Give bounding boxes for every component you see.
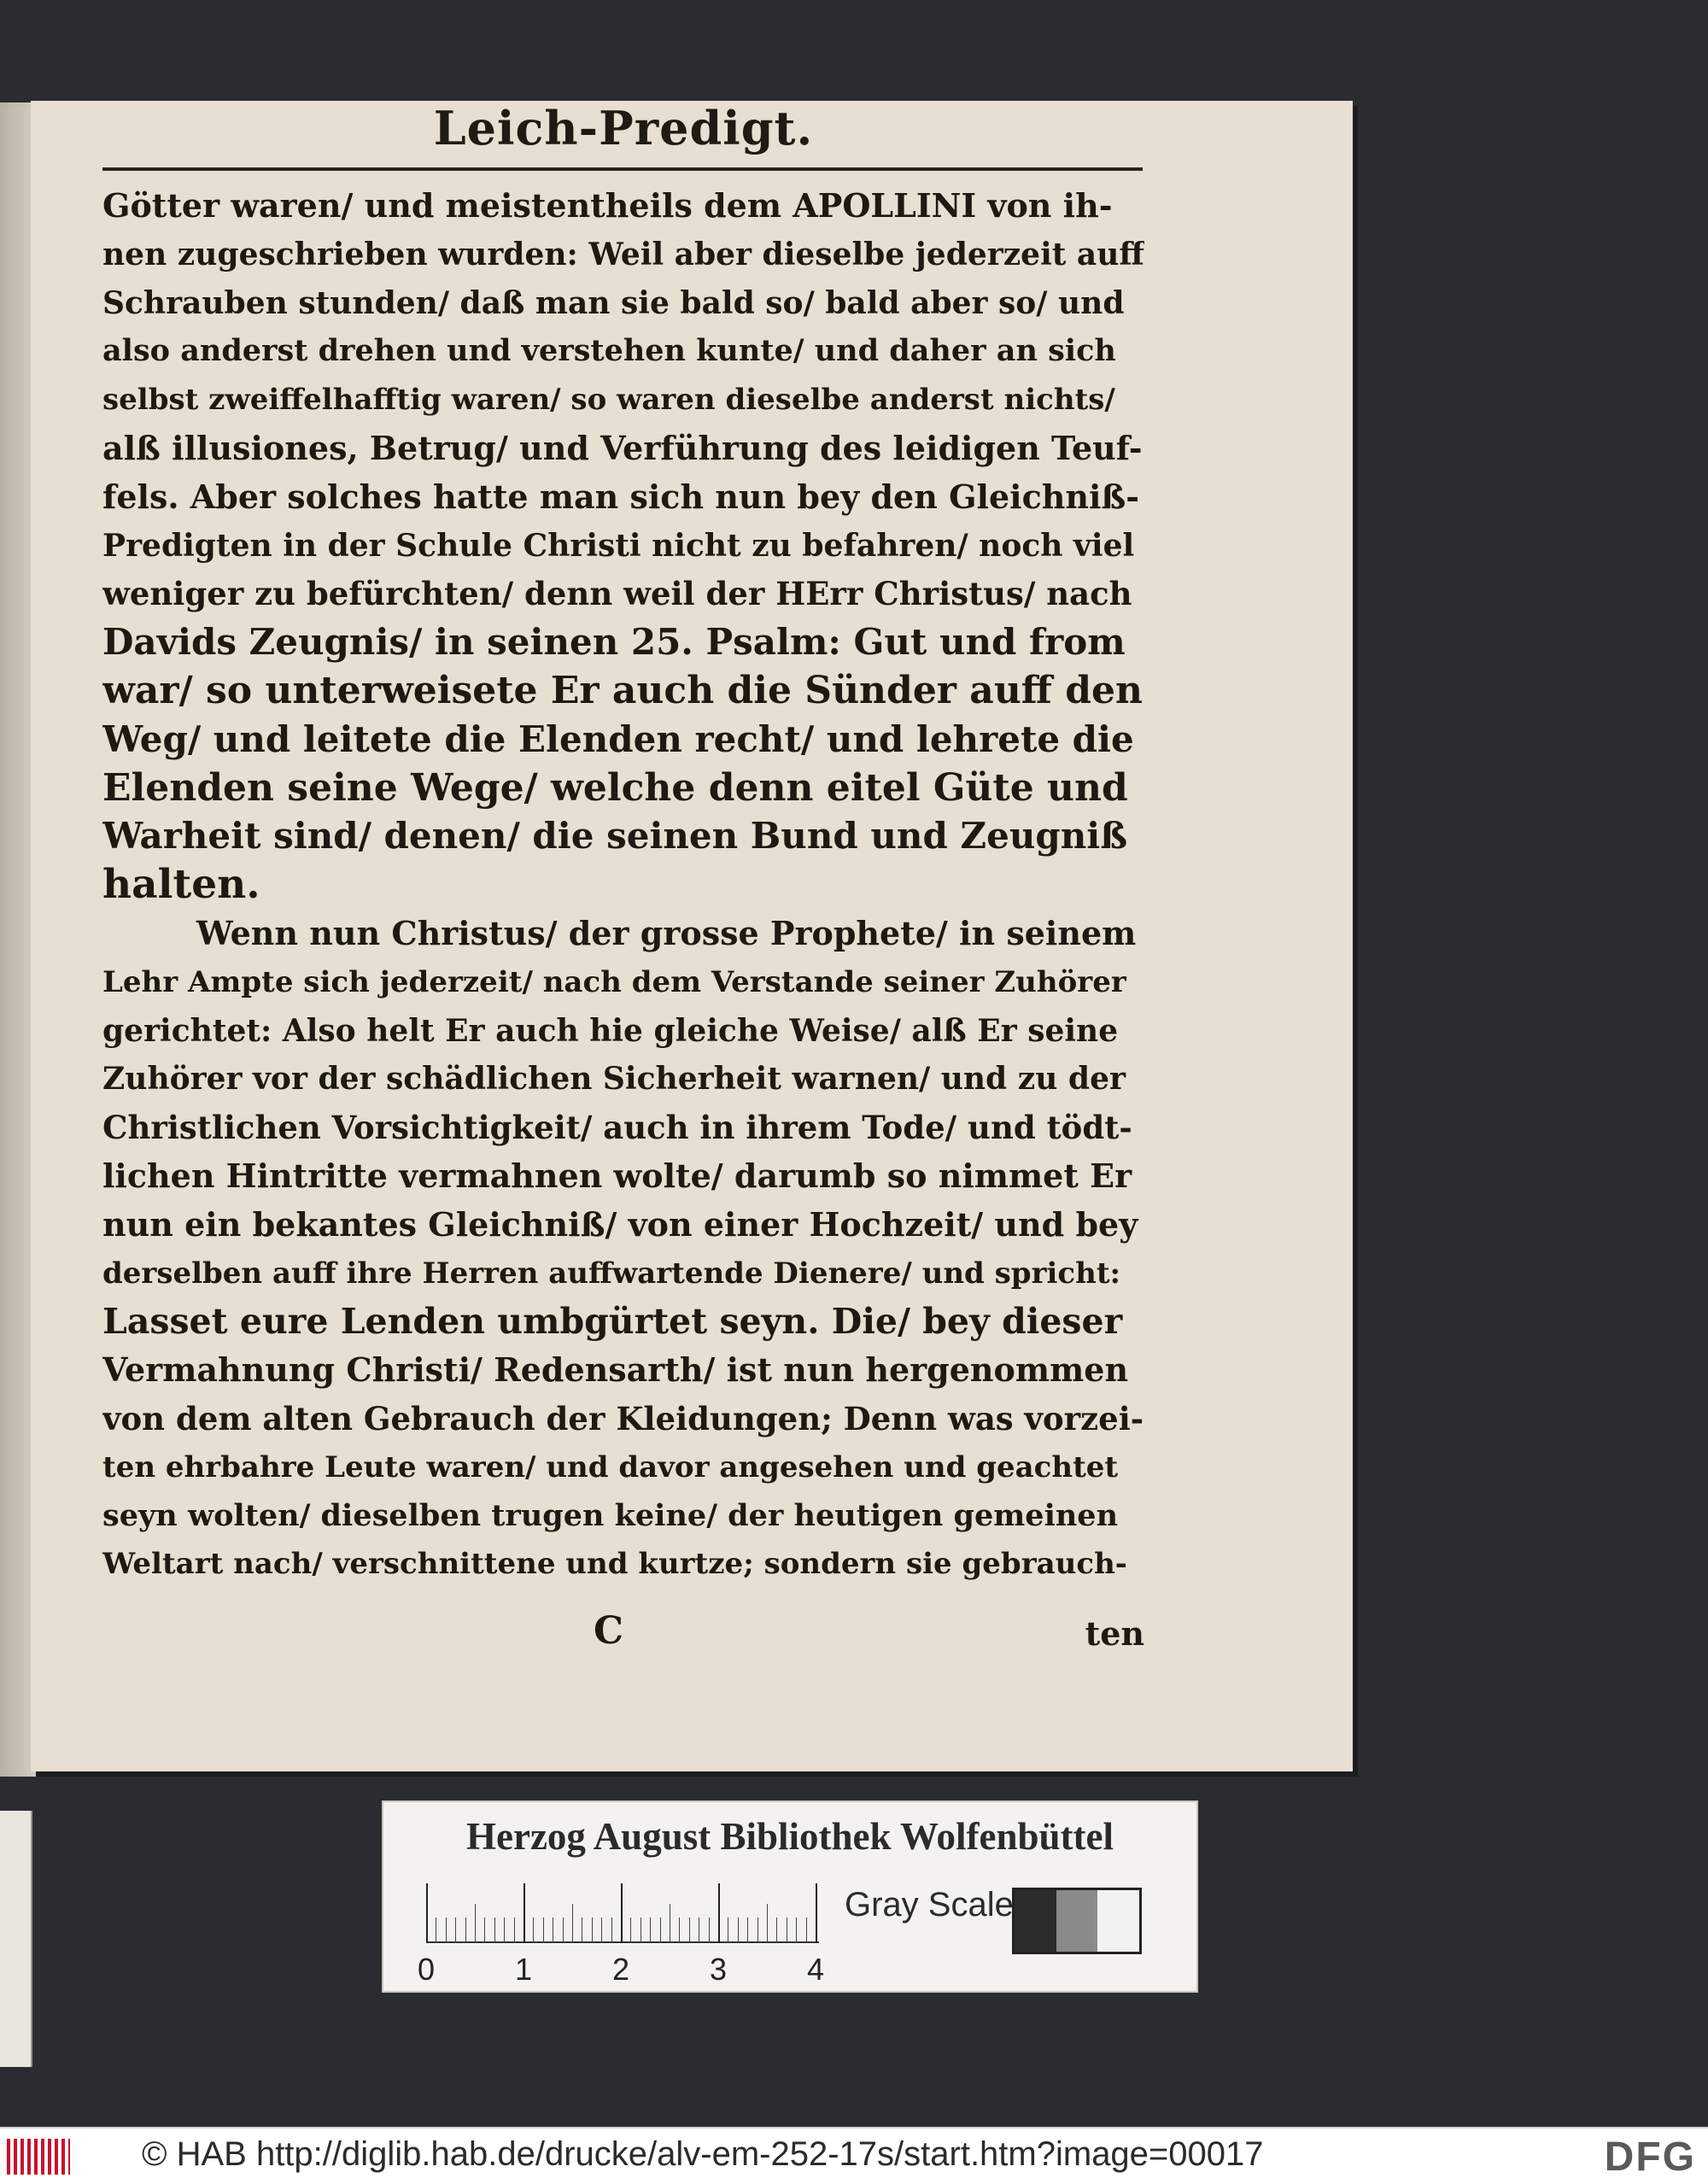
ruler-number: 2 [611,1952,630,1987]
ruler-tick [592,1918,593,1943]
ruler-tick [767,1904,768,1943]
text-line: Warheit sind/ denen/ die seinen Bund und Zeugniß [102,815,1128,858]
text-line: weniger zu befürchten/ denn weil der HErr Christus/ nach [102,575,1132,613]
text-line: also anderst drehen und verstehen kunte/ und daher an sich [102,333,1116,369]
running-head: Leich-Predigt. [433,101,814,155]
text-line: Christlichen Vorsichtigkeit/ auch in ihrem Tode/ und tödt- [102,1109,1132,1147]
text-line: alß illusiones, Betrug/ und Verführung des leidigen Teuf- [102,428,1143,467]
ruler-tick [816,1883,817,1943]
text-line: Weltart nach/ verschnittene und kurtze; sondern sie gebrauch- [102,1547,1127,1582]
ruler-tick [630,1918,631,1943]
ruler-tick [446,1918,447,1943]
ruler-tick [543,1918,544,1943]
text-line: Vermahnung Christi/ Redensarth/ ist nun hergenommen [102,1350,1129,1390]
ruler-tick [806,1918,807,1943]
text-line: nun ein bekantes Gleichniß/ von einer Hochzeit/ und bey [102,1204,1138,1244]
ruler-tick [689,1918,690,1943]
ruler-tick [709,1918,710,1943]
text-line: Davids Zeugnis/ in seinen 25. Psalm: Gut und from [102,621,1126,664]
body-text [102,182,1144,1589]
text-line: nen zugeschrieben wurden: Weil aber dieselbe jederzeit auff [102,236,1144,272]
catchword-row [102,1609,1144,1660]
ruler-tick [738,1918,739,1943]
ruler-number: 0 [417,1952,436,1987]
text-line: Zuhörer vor der schädlichen Sicherheit warnen/ und zu der [102,1061,1126,1098]
text-line: Lehr Ampte sich jederzeit/ nach dem Verstande seiner Zuhörer [102,964,1126,999]
dfg-logo: DFG [1604,2134,1696,2180]
text-line: war/ so unterweisete Er auch die Sünder auff den [102,668,1143,712]
text-line: Weg/ und leitete die Elenden recht/ und lehrete die [102,717,1134,760]
ruler-tick [757,1918,758,1943]
ruler-tick [563,1918,564,1943]
signature-mark: C [594,1609,624,1653]
ruler-tick [776,1918,777,1943]
measurement-ruler [426,1883,819,1943]
text-line: Schrauben stunden/ daß man sie bald so/ bald aber so/ und [102,284,1125,321]
ruler-tick [465,1918,466,1943]
page-text-area [102,101,1144,1771]
gray-patch [1056,1890,1098,1952]
copyright-url[interactable]: © HAB http://diglib.hab.de/drucke/alv-em-252-17s/start.htm?image=00017 [142,2135,1264,2173]
library-name: Herzog August Bibliothek Wolfenbüttel [466,1815,1114,1858]
text-line: seyn wolten/ dieselben trugen keine/ der heutigen gemeinen [102,1497,1119,1533]
text-line: Wenn nun Christus/ der grosse Prophete/ in seinem [196,913,1137,952]
gray-patch [1097,1890,1139,1952]
ruler-tick [475,1904,476,1943]
ruler-tick [455,1918,456,1943]
ruler-tick [426,1883,428,1943]
footer-bar [0,2127,1708,2184]
hab-barcode-icon [7,2139,70,2175]
ruler-tick [679,1918,680,1943]
ruler-tick [796,1918,797,1943]
text-line: Predigten in der Schule Christi nicht zu befahren/ noch viel [102,527,1135,564]
text-line: selbst zweiffelhafftig waren/ so waren dieselbe anderst nichts/ [102,383,1115,418]
ruler-tick [601,1918,602,1943]
text-line: halten. [102,861,260,909]
side-tab [0,1811,32,2067]
text-line: von dem alten Gebrauch der Kleidungen; Denn was vorzei- [102,1399,1144,1437]
ruler-tick [524,1883,525,1943]
ruler-tick [504,1918,505,1943]
ruler-tick [747,1918,748,1943]
text-line: fels. Aber solches hatte man sich nun bey den Gleichniß- [102,477,1140,516]
ruler-tick [484,1918,485,1943]
ruler-tick [718,1883,720,1943]
ruler-tick [494,1918,495,1943]
gray-scale-label: Gray Scale [845,1886,1014,1923]
text-line: lichen Hintritte vermahnen wolte/ darumb so nimmet Er [102,1156,1132,1195]
ruler-tick [514,1918,515,1943]
gray-patch [1015,1890,1056,1952]
ruler-tick [640,1918,641,1943]
ruler-tick [660,1918,661,1943]
text-line: gerichtet: Also helt Er auch hie gleiche Weise/ alß Er seine [102,1012,1119,1049]
ruler-tick [611,1918,612,1943]
ruler-tick [572,1904,573,1943]
ruler-tick [650,1918,651,1943]
text-line: Lasset eure Lenden umbgürtet seyn. Die/ bey dieser [102,1301,1123,1343]
book-page [31,101,1353,1771]
head-rule [102,167,1143,171]
text-line: Elenden seine Wege/ welche denn eitel Güte und [102,765,1128,810]
catchword: ten [1085,1614,1144,1653]
gray-scale-patches [1012,1888,1142,1954]
color-reference-card [382,1800,1198,1993]
ruler-number: 4 [806,1952,825,1987]
text-line: derselben auff ihre Herren auffwartende Dienere/ und spricht: [102,1256,1121,1291]
ruler-number: 1 [514,1952,533,1987]
text-line: ten ehrbahre Leute waren/ und davor angesehen und geachtet [102,1449,1119,1484]
ruler-tick [621,1883,623,1943]
ruler-tick [533,1918,534,1943]
ruler-number: 3 [709,1952,728,1987]
text-line: Götter waren/ und meistentheils dem APOLLINI von ih- [102,186,1113,225]
